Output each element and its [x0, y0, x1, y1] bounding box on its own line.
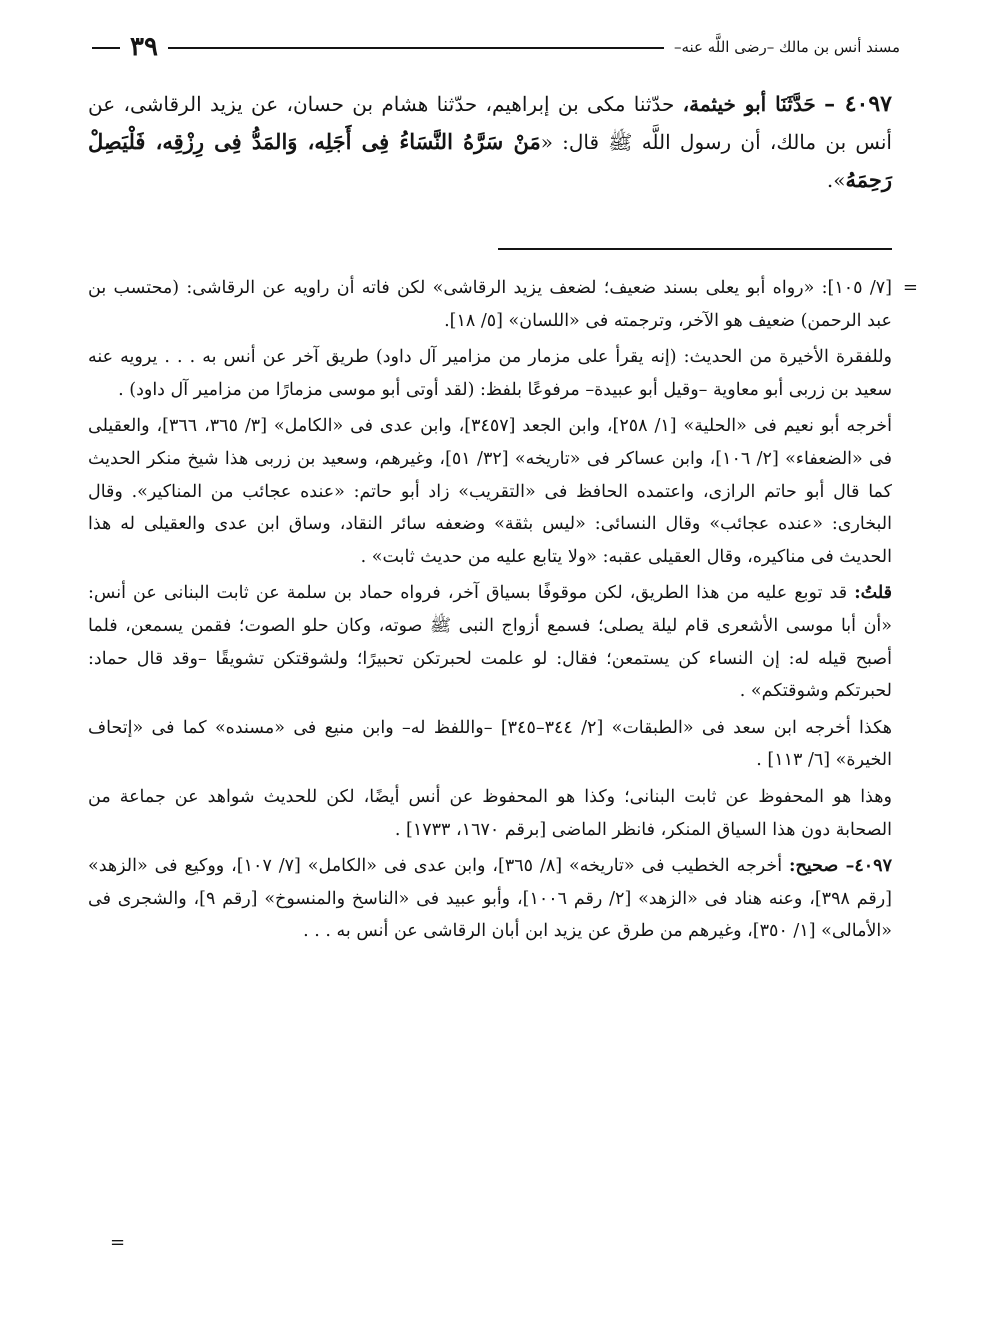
footnote-paragraph: أخرجه أبو نعيم فى «الحلية» [١/ ٢٥٨]، وابن الجعد [٣٤٥٧]، وابن عدى فى «الكامل» [٣/ ٣٦٥، ٣٦٦]، والعقيلى فى «الضعفاء» [٢/ ١٠٦]، وابن عساكر فى «تاريخه» [٣٢/ ٥١]، وغيرهم، وسعيد بن زربى هذا شيخ منكر الحديث كما قال أبو حاتم الرازى، واعتمده الحافظ فى «التقريب» زاد أبو حاتم: «عنده عجائب من المناكير». وقال البخارى: «عنده عجائب» وقال النسائى: «ليس بثقة» وضعفه سائر النقاد، وساق ابن عدى والعقيلى له هذا الحديث فى مناكيره، وقال العقيلى عقبه: «ولا يتابع عليه من حديث ثابت» .: [88, 416, 892, 567]
page-number: ٣٩: [120, 30, 168, 64]
footnote-paragraph: هكذا أخرجه ابن سعد فى «الطبقات» [٢/ ٣٤٤–٣٤٥] –واللفظ له– وابن منيع فى «مسنده» كما فى «إتحاف الخيرة» [٦/ ١١٣] .: [88, 717, 892, 771]
footnote-body: أخرجه الخطيب فى «تاريخه» [٨/ ٣٦٥]، وابن عدى فى «الكامل» [٧/ ١٠٧]، ووكيع فى «الزهد» [رقم ٣٩٨]، وعنه هناد فى «الزهد» [٢/ رقم ١٠٠٦]، وأبو عبيد فى «الناسخ والمنسوخ» [رقم ٩]، والشجرى فى «الأمالى» [١/ ٣٥٠]، وغيرهم من طرق عن يزيد ابن أبان الرقاشى عن أنس به . . .: [88, 856, 892, 942]
footnote-paragraph: [88, 850, 892, 948]
footnote-divider: [498, 248, 892, 250]
footnote-body: قد توبع عليه من هذا الطريق، لكن موقوفًا بسياق آخر، فرواه حماد بن سلمة عن ثابت البنانى عن أنس: «أن أبا موسى الأشعرى قام ليلة يصلى؛ فسمع أزواج النبى ﷺ صوته، وكان حلو الصوت؛ فقمن يسمعن، فلما أصبح قيله له: إن النساء كن يستمعن؛ فقال: لو علمت لحبرتكن تحبيرًا؛ ولشوقتكن تشويقًا –وقد قال حماد: لحبرتكم وشوقتكم» .: [88, 583, 892, 702]
continuation-marker: =: [902, 277, 918, 298]
hadith-text: [88, 86, 892, 199]
footnote-paragraph: وهذا هو المحفوظ عن ثابت البنانى؛ وكذا هو المحفوظ عن أنس أيضًا، لكن للحديث شواهد عن جماعة من الصحابة دون هذا السياق المنكر، فانظر الماضى [برقم ١٦٧٠، ١٧٣٣] .: [88, 786, 892, 840]
footnote-lead: قلتُ:: [854, 583, 892, 604]
hadith-close: ».: [826, 168, 846, 192]
running-header: [92, 30, 900, 66]
hadith-lead: حَدَّثَنَا أبو خيثمة،: [682, 92, 816, 116]
running-title: مسند أنس بن مالك –رضى اللَّه عنه–: [664, 34, 900, 60]
footnote-paragraph: [٧/ ١٠٥]: «رواه أبو يعلى بسند ضعيف؛ لضعف يزيد الرقاشى» لكن فاته أن راويه عن الرقاشى: (محتسب بن عبد الرحمن) ضعيف هو الآخر، وترجمته فى «اللسان» [٥/ ١٨].: [88, 278, 892, 331]
footnote-lead: ٤٠٩٧– صحيح:: [789, 856, 892, 877]
footnote-paragraph: [88, 577, 892, 707]
footnote-paragraph: وللفقرة الأخيرة من الحديث: (إنه يقرأ على مزمار من مزامير آل داود) طريق آخر عن أنس به . . . يرويه عنه سعيد بن زربى أبو معاوية –وقيل أبو عبيدة– مرفوعًا بلفظ: (لقد أوتى أبو موسى مزمارًا من مزامير آل داود) .: [88, 347, 892, 400]
hadith-number: ٤٠٩٧ –: [824, 91, 892, 117]
hadith-matn: مَنْ سَرَّهُ النَّسَاءُ فِى أَجَلِه، وَالمَدُّ فِى رِزْقِه، فَلْيَصِلْ رَحِمَهُ: [88, 129, 892, 192]
continuation-marker-end: =: [110, 1232, 126, 1253]
hadith-isnad: حدّثنا مكى بن إبراهيم، حدّثنا هشام بن حسان، عن يزيد الرقاشى، عن أنس بن مالك، أن رسول اللَّه ﷺ قال: «: [88, 92, 892, 154]
footnotes: [88, 272, 918, 952]
